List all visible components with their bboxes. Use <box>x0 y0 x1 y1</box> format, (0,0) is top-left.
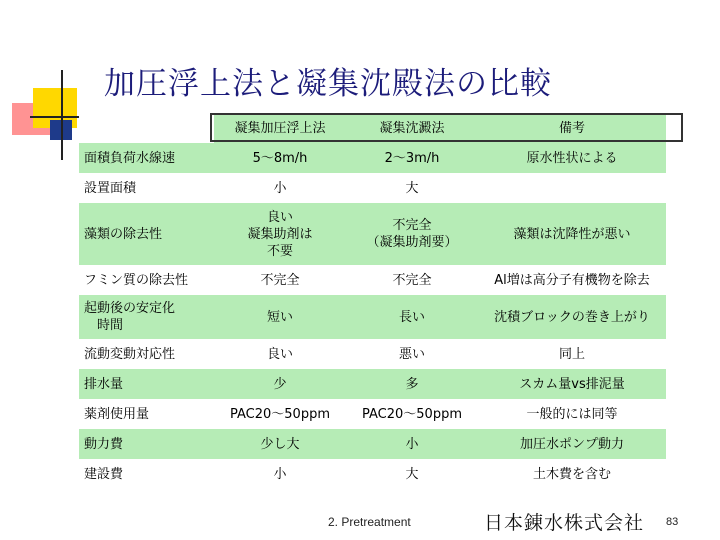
row-label: 藻類の除去性 <box>79 203 214 265</box>
cell-flotation: 5～8m/h <box>214 143 346 173</box>
cell-remarks: 原水性状による <box>478 143 666 173</box>
cell-remarks: 土木費を含む <box>532 466 611 482</box>
table-row <box>79 399 666 429</box>
row-label: 建設費 <box>79 459 214 489</box>
cell-sedimentation: 悪い <box>398 346 425 362</box>
header-cell-remarks: 備考 <box>478 113 666 143</box>
cell-remarks: 同上 <box>558 346 585 362</box>
cell-flotation: 少し大 <box>214 429 346 459</box>
cell-flotation: PAC20～50ppm <box>229 406 330 422</box>
row-label: 設置面積 <box>79 173 214 203</box>
header-cell-empty <box>79 113 214 143</box>
row-label: 動力費 <box>79 429 214 459</box>
cell-remarks: 沈積ブロックの巻き上がり <box>478 295 666 339</box>
cell-flotation: 小 <box>273 466 287 482</box>
page-number: 83 <box>666 516 679 528</box>
cell-sedimentation: 不完全 <box>392 272 432 288</box>
cell-flotation: 良い 凝集助剤は 不要 <box>214 203 346 265</box>
footer-company-name: 日本錬水株式会社 <box>484 512 645 534</box>
cell-sedimentation: 小 <box>346 429 478 459</box>
table-row <box>79 203 666 265</box>
row-label: フミン質の除去性 <box>79 265 214 295</box>
comparison-table <box>79 113 666 489</box>
cell-sedimentation: 2～3m/h <box>346 143 478 173</box>
table-row <box>79 369 666 399</box>
decorative-vertical-line <box>61 70 63 160</box>
cell-sedimentation: 長い <box>346 295 478 339</box>
cell-remarks: スカム量vs排泥量 <box>478 369 666 399</box>
table-row <box>79 459 666 489</box>
table-header-row <box>79 113 666 143</box>
header-cell-sedimentation: 凝集沈澱法 <box>346 113 478 143</box>
cell-sedimentation: 大 <box>405 180 419 196</box>
cell-flotation: 少 <box>214 369 346 399</box>
cell-sedimentation: 大 <box>405 466 419 482</box>
cell-sedimentation: 不完全 （凝集助剤要） <box>346 203 478 265</box>
table-row <box>79 265 666 295</box>
cell-sedimentation: 多 <box>346 369 478 399</box>
cell-remarks <box>478 173 666 203</box>
cell-remarks: 加圧水ポンプ動力 <box>478 429 666 459</box>
row-label: 面積負荷水線速 <box>79 143 214 173</box>
cell-sedimentation: PAC20～50ppm <box>361 406 462 422</box>
cell-flotation: 短い <box>214 295 346 339</box>
row-label: 起動後の安定化 時間 <box>79 295 214 339</box>
header-cell-flotation: 凝集加圧浮上法 <box>214 113 346 143</box>
slide-title: 加圧浮上法と凝集沈殿法の比較 <box>104 66 552 102</box>
table-row <box>79 429 666 459</box>
cell-remarks: 藻類は沈降性が悪い <box>478 203 666 265</box>
cell-flotation: 良い <box>266 346 293 362</box>
table-row <box>79 143 666 173</box>
table-row <box>79 295 666 339</box>
cell-flotation: 小 <box>273 180 287 196</box>
footer-section-label: 2. Pretreatment <box>328 515 411 529</box>
table-row <box>79 339 666 369</box>
row-label: 薬剤使用量 <box>79 399 214 429</box>
cell-remarks: Al増は高分子有機物を除去 <box>494 272 650 288</box>
table-row <box>79 173 666 203</box>
row-label: 排水量 <box>79 369 214 399</box>
row-label: 流動変動対応性 <box>79 339 214 369</box>
cell-flotation: 不完全 <box>260 272 300 288</box>
cell-remarks: 一般的には同等 <box>526 406 618 422</box>
